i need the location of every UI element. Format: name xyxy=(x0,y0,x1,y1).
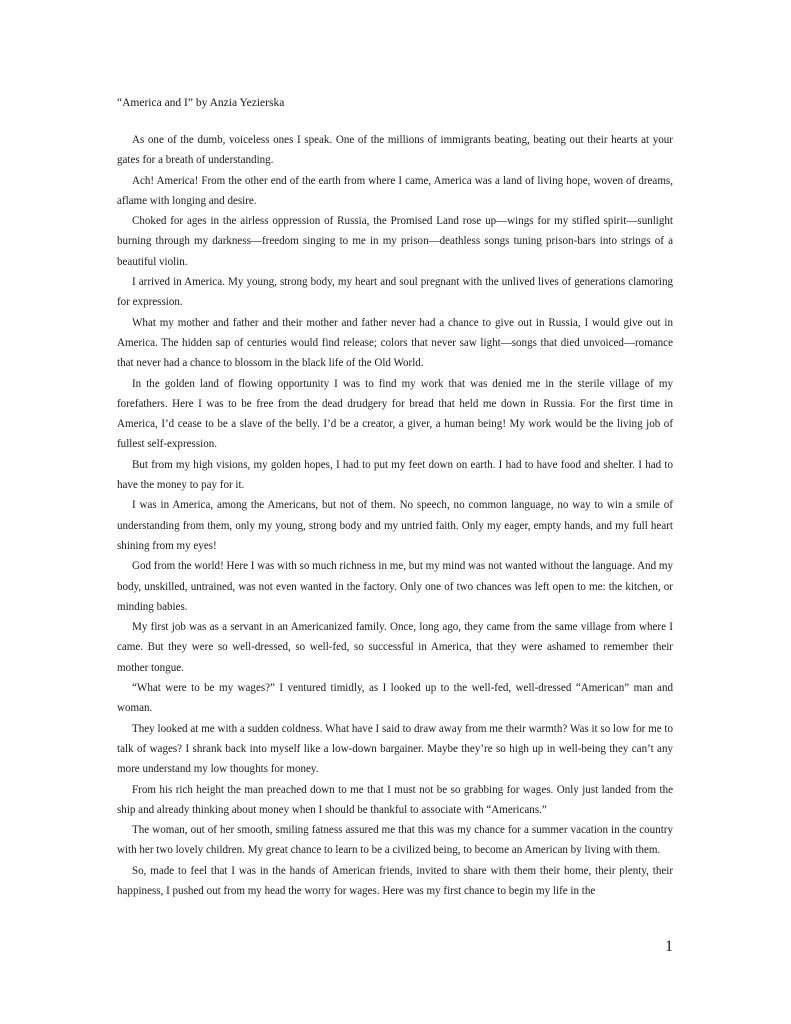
paragraph: I arrived in America. My young, strong body, my heart and soul pregnant with the unlived lives of generations clamoring for expression. xyxy=(117,276,673,309)
document-body xyxy=(117,130,673,901)
paragraph: Choked for ages in the airless oppression of Russia, the Promised Land rose up—wings for my stifled spirit—sunlight burning through my darkness—freedom singing to me in my prison—deathless songs tuning prison-bars into strings of a beautiful violin. xyxy=(117,215,673,268)
paragraph: The woman, out of her smooth, smiling fatness assured me that this was my chance for a summer vacation in the country with her two lovely children. My great chance to learn to be a civilized being, to become an American by living with them. xyxy=(117,824,673,857)
paragraph: But from my high visions, my golden hopes, I had to put my feet down on earth. I had to have food and shelter. I had to have the money to pay for it. xyxy=(117,458,673,492)
paragraph: So, made to feel that I was in the hands of American friends, invited to share with them their home, their plenty, their happiness, I pushed out from my head the worry for wages. Here was my first chance to begin my life in the xyxy=(117,864,673,897)
paragraph: I was in America, among the Americans, but not of them. No speech, no common language, no way to win a smile of understanding from them, only my young, strong body and my untried faith. Only my eager, empty hands, and my full heart shining from my eyes! xyxy=(117,499,673,552)
page-number: 1 xyxy=(665,938,673,955)
paragraph: Ach! America! From the other end of the earth from where I came, America was a land of living hope, woven of dreams, aflame with longing and desire. xyxy=(117,174,673,207)
paragraph: What my mother and father and their mother and father never had a chance to give out in Russia, I would give out in America. The hidden sap of centuries would find release; colors that never saw light—songs that died unvoiced—romance that never had a chance to blossom in the black life of the Old World. xyxy=(117,316,673,370)
paragraph: My first job was as a servant in an Americanized family. Once, long ago, they came from the same village from where I came. But they were so well-dressed, so well-fed, so successful in America, that they were ashamed to remember their mother tongue. xyxy=(117,621,673,674)
paragraph: From his rich height the man preached down to me that I must not be so grabbing for wages. Only just landed from the ship and already thinking about money when I should be thankful to associate with “Americans.” xyxy=(117,783,673,816)
paragraph: God from the world! Here I was with so much richness in me, but my mind was not wanted without the language. And my body, unskilled, untrained, was not even wanted in the factory. Only one of two chances was left open to me: the kitchen, or minding babies. xyxy=(117,560,673,613)
paragraph: “What were to be my wages?” I ventured timidly, as I looked up to the well-fed, well-dressed “American” man and woman. xyxy=(117,682,673,715)
document-title: “America and I” by Anzia Yezierska xyxy=(117,97,285,109)
paragraph: As one of the dumb, voiceless ones I speak. One of the millions of immigrants beating, beating out their hearts at your gates for a breath of understanding. xyxy=(117,134,673,167)
paragraph: They looked at me with a sudden coldness. What have I said to draw away from me their warmth? Was it so low for me to talk of wages? I shrank back into myself like a low-down bargainer. Maybe they’re so high up in well-being they can’t any more understand my low thoughts for money. xyxy=(117,722,673,776)
paragraph: In the golden land of flowing opportunity I was to find my work that was denied me in the sterile village of my forefathers. Here I was to be free from the dead drudgery for bread that held me down in Russia. For the first time in America, I’d cease to be a slave of the belly. I’d be a creator, a giver, a human being! My work would be the living job of fullest self-expression. xyxy=(117,377,673,451)
